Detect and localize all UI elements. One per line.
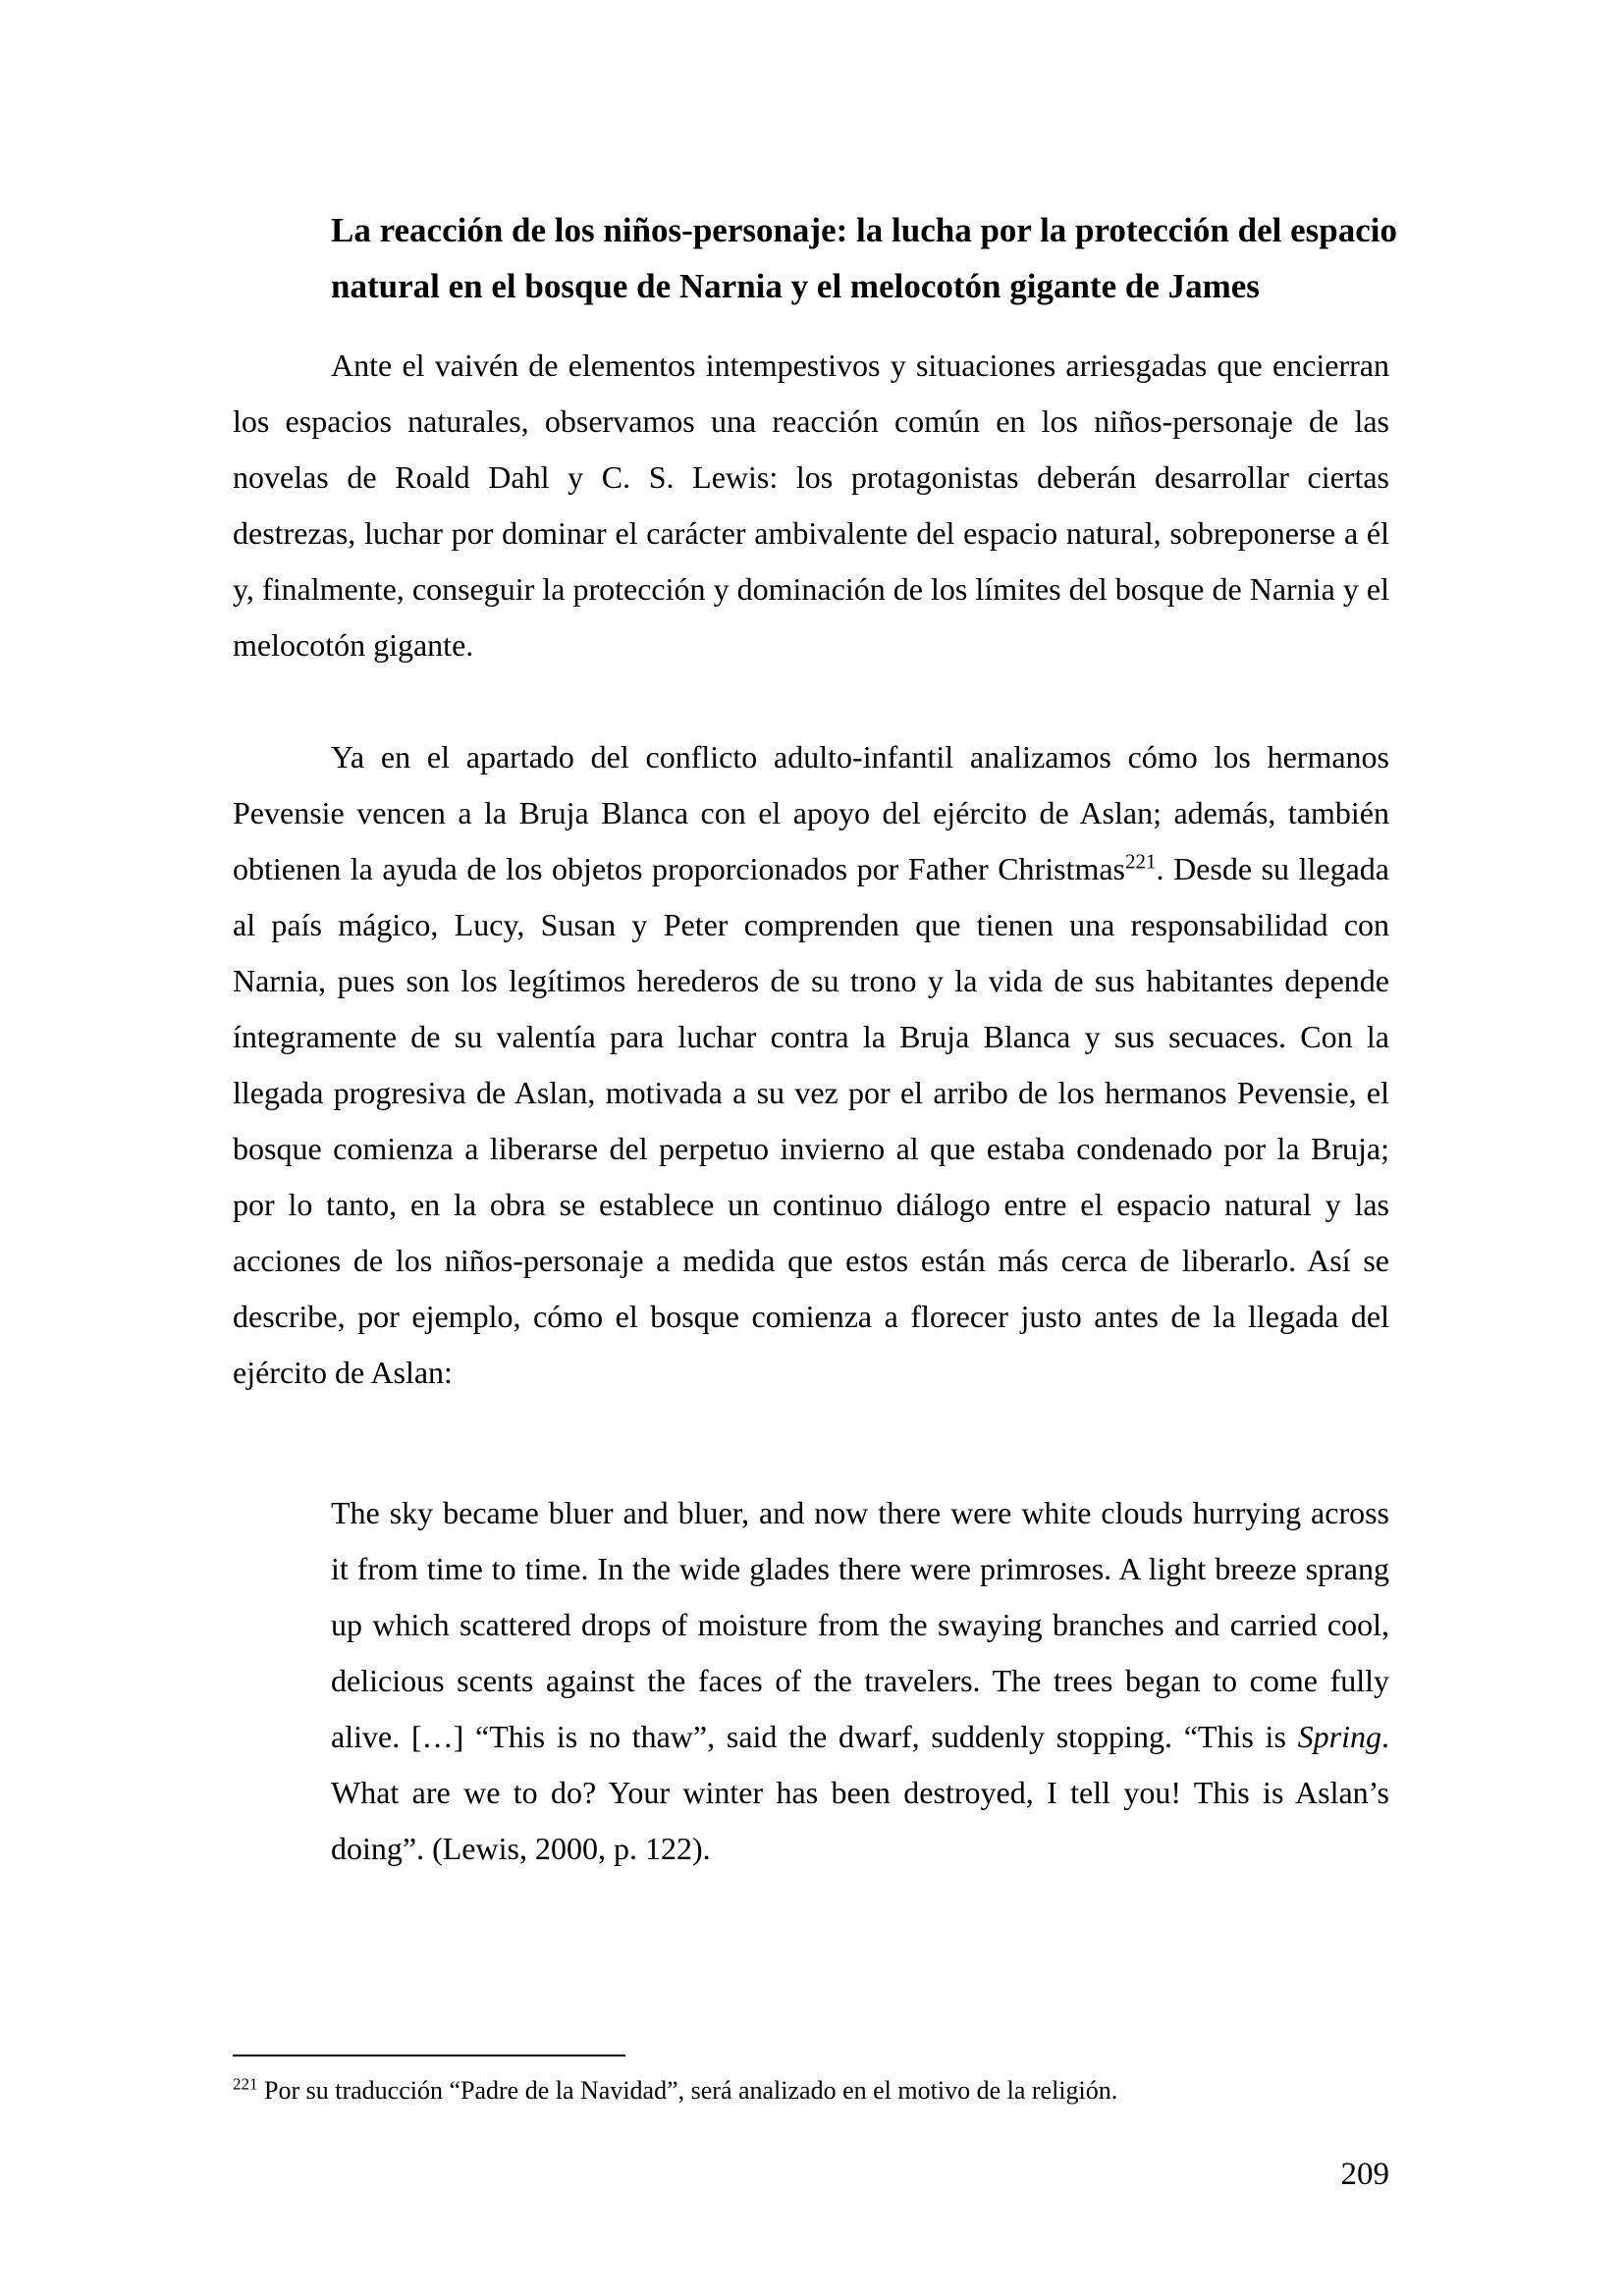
footnote [233, 2073, 1389, 2109]
main-text-column [233, 202, 1397, 1877]
footnote-text: Por su traducción “Padre de la Navidad”, será analizado en el motivo de la religión. [264, 2076, 1118, 2105]
footnote-separator [233, 2055, 625, 2056]
section-heading: La reacción de los niños-personaje: la lucha por la protección del espacio natural en el bosque de Narnia y el melocotón gigante de James [331, 211, 1397, 305]
paragraph-1: Ante el vaivén de elementos intempestivos y situaciones arriesgadas que encierran los espacios naturales, observamos una reacción común en los niños-personaje de las novelas de Roald Dahl y C. S. Lewis: los protagonistas deberán desarrollar ciertas destrezas, luchar por dominar el carácter ambivalente del espacio natural, sobreponerse a él y, finalmente, conseguir la protección y dominación de los límites del bosque de Narnia y el melocotón gigante. [233, 347, 1389, 663]
quote-text: The sky became bluer and bluer, and now there were white clouds hurrying across it from time to time. In the wide glades there were primroses. A light breeze sprang up which scattered drops of moisture from the swaying branches and carried cool, delicious scents against the faces of the travelers. The trees began to come fully alive. […] “This is no thaw”, said the dwarf, suddenly stopping. “This is [331, 1495, 1389, 1754]
page-number: 209 [1340, 2157, 1389, 2192]
paragraph-2 [233, 729, 1389, 1401]
quote-italic-word: Spring [1297, 1719, 1381, 1754]
footnote-marker: 221 [233, 2074, 258, 2094]
footnote-reference: 221 [1125, 849, 1157, 874]
paragraph-2-continued: . Desde su llegada al país mágico, Lucy, Susan y Peter comprenden que tienen una responsabilidad con Narnia, pues son los legítimos herederos de su trono y la vida de sus habitantes depende íntegramente de su valentía para luchar contra la Bruja Blanca y sus secuaces. Con la llegada progresiva de Aslan, motivada a su vez por el arribo de los hermanos Pevensie, el bosque comienza a liberarse del perpetuo invierno al que estaba condenado por la Bruja; por lo tanto, en la obra se establece un continuo diálogo entre el espacio natural y las acciones de los niños-personaje a medida que estos están más cerca de liberarlo. Así se describe, por ejemplo, cómo el bosque comienza a florecer justo antes de la llegada del ejército de Aslan: [233, 851, 1390, 1390]
block-quote [331, 1485, 1389, 1877]
paragraph-2-text: Ya en el apartado del conflicto adulto-infantil analizamos cómo los hermanos Pevensie vencen a la Bruja Blanca con el apoyo del ejército de Aslan; además, también obtienen la ayuda de los objetos proporcionados por Father Christmas [233, 739, 1389, 886]
quote-text-continued: . What are we to do? Your winter has been destroyed, I tell you! This is Aslan’s doing”. (Lewis, 2000, p. 122). [331, 1719, 1389, 1866]
